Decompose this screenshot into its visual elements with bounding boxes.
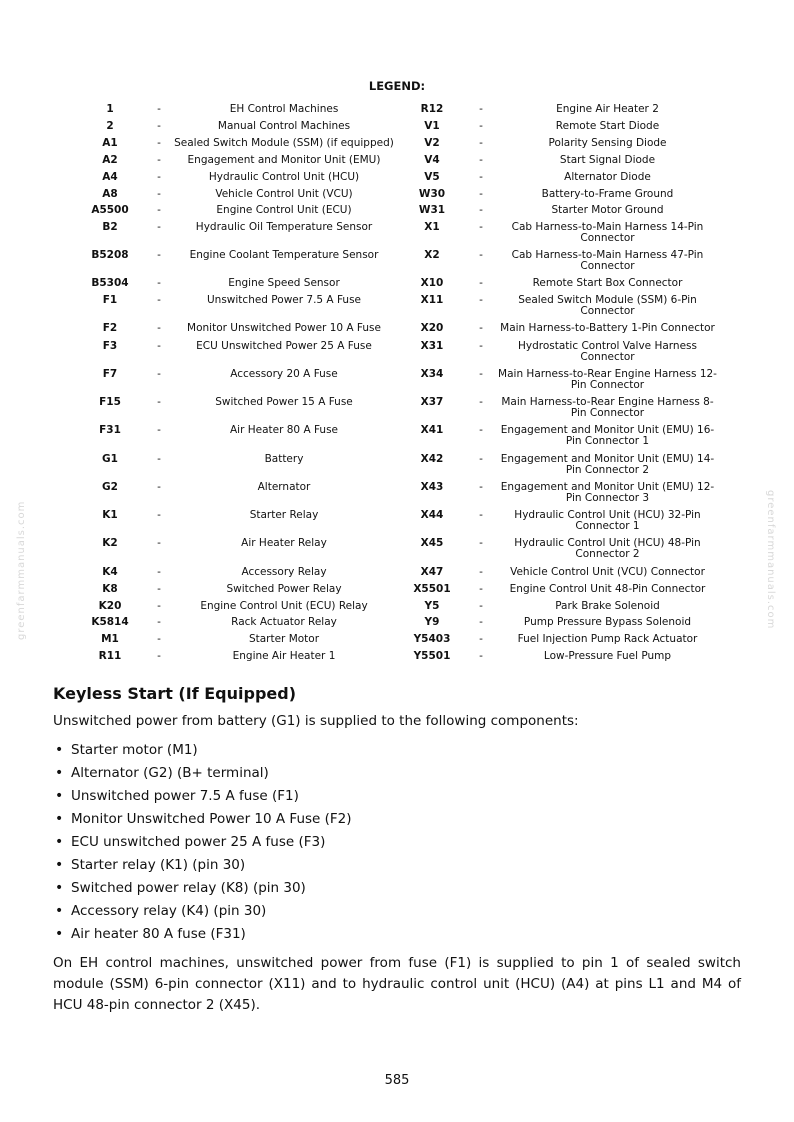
legend-code: X2 (424, 249, 440, 261)
legend-description: Remote Start Diode (555, 120, 660, 132)
legend-description: Engine Coolant Temperature Sensor (189, 249, 379, 261)
legend-code: X20 (420, 322, 444, 334)
section-title: Keyless Start (If Equipped) (53, 684, 297, 703)
legend-description: Accessory Relay (241, 566, 327, 578)
legend-code: V4 (424, 154, 440, 166)
legend-code: A4 (102, 171, 118, 183)
legend-description: Engine Control Unit (ECU) (216, 204, 352, 216)
legend-dash: - (479, 340, 483, 352)
legend-dash: - (157, 188, 161, 200)
list-item: • Alternator (G2) (B+ terminal) (53, 763, 352, 786)
legend-dash: - (479, 616, 483, 628)
legend-code: K20 (98, 600, 122, 612)
legend-dash: - (479, 277, 483, 289)
legend-dash: - (157, 453, 161, 465)
list-item: • Unswitched power 7.5 A fuse (F1) (53, 786, 352, 809)
legend-description: Alternator (257, 481, 311, 493)
legend-code: G2 (102, 481, 118, 493)
legend-description: Sealed Switch Module (SSM) 6-Pin Connector (518, 294, 697, 317)
legend-description: Fuel Injection Pump Rack Actuator (517, 633, 698, 645)
legend-code: 1 (106, 103, 114, 115)
page-number: 585 (384, 1073, 410, 1088)
legend-dash: - (157, 294, 161, 306)
legend-description: Manual Control Machines (217, 120, 351, 132)
legend-dash: - (479, 424, 483, 436)
list-item: • Switched power relay (K8) (pin 30) (53, 878, 352, 901)
legend-dash: - (479, 188, 483, 200)
legend-dash: - (157, 368, 161, 380)
legend-code: A8 (102, 188, 118, 200)
legend-code: K4 (102, 566, 118, 578)
legend-description: Rack Actuator Relay (231, 616, 337, 628)
legend-code: V2 (424, 137, 440, 149)
legend-code: A5500 (91, 204, 129, 216)
legend-description: ECU Unswitched Power 25 A Fuse (196, 340, 372, 352)
legend-title: LEGEND: (368, 79, 426, 93)
legend-code: Y5501 (413, 650, 451, 662)
legend-description: Hydraulic Oil Temperature Sensor (195, 221, 373, 233)
legend-description: Main Harness-to-Rear Engine Harness 12-Pin Connector (498, 368, 717, 391)
legend-code: X45 (420, 537, 444, 549)
legend-description: Engine Air Heater 1 (232, 650, 336, 662)
legend-description: Park Brake Solenoid (555, 600, 660, 612)
legend-code: X31 (420, 340, 444, 352)
legend-code: B2 (102, 221, 118, 233)
legend-code: K1 (102, 509, 118, 521)
legend-description: Hydraulic Control Unit (HCU) (208, 171, 360, 183)
legend-code: W30 (418, 188, 446, 200)
legend-dash: - (157, 249, 161, 261)
legend-code: K2 (102, 537, 118, 549)
legend-description: Engine Control Unit (ECU) Relay (200, 600, 368, 612)
component-list (53, 740, 352, 947)
watermark-right: greenfarmmanuals.com (765, 490, 776, 630)
legend-description: Engagement and Monitor Unit (EMU) 16-Pin Connector 1 (500, 424, 715, 447)
legend-code: V5 (424, 171, 440, 183)
legend-description: Battery (264, 453, 304, 465)
list-item: • Starter motor (M1) (53, 740, 352, 763)
legend-description: Starter Motor Ground (551, 204, 664, 216)
legend-description: Starter Motor (248, 633, 320, 645)
legend-dash: - (479, 396, 483, 408)
legend-dash: - (157, 583, 161, 595)
legend-code: X5501 (413, 583, 451, 595)
legend-code: B5208 (91, 249, 129, 261)
legend-dash: - (157, 154, 161, 166)
legend-dash: - (157, 171, 161, 183)
legend-dash: - (479, 509, 483, 521)
legend-code: G1 (102, 453, 118, 465)
list-item: • Monitor Unswitched Power 10 A Fuse (F2) (53, 809, 352, 832)
legend-description: Engagement and Monitor Unit (EMU) 14-Pin Connector 2 (500, 453, 715, 476)
legend-description: Unswitched Power 7.5 A Fuse (206, 294, 361, 306)
legend-dash: - (479, 204, 483, 216)
legend-code: K5814 (91, 616, 129, 628)
legend-code: B5304 (91, 277, 129, 289)
legend-dash: - (157, 120, 161, 132)
legend-code: X47 (420, 566, 444, 578)
legend-description: Main Harness-to-Battery 1-Pin Connector (500, 322, 715, 334)
legend-code: X44 (420, 509, 444, 521)
legend-code: W31 (418, 204, 446, 216)
legend-code: X42 (420, 453, 444, 465)
legend-code: M1 (101, 633, 119, 645)
legend-code: X41 (420, 424, 444, 436)
legend-description: Engine Control Unit 48-Pin Connector (509, 583, 706, 595)
section-intro: Unswitched power from battery (G1) is supplied to the following components: (53, 713, 579, 729)
legend-description: EH Control Machines (229, 103, 339, 115)
legend-description: Engine Air Heater 2 (556, 103, 659, 115)
legend-code: 2 (106, 120, 114, 132)
legend-code: X37 (420, 396, 444, 408)
legend-description: Accessory 20 A Fuse (230, 368, 338, 380)
watermark-left: greenfarmmanuals.com (16, 500, 27, 640)
legend-code: R12 (420, 103, 444, 115)
legend-code: Y5 (424, 600, 440, 612)
legend-code: R11 (98, 650, 122, 662)
legend-dash: - (479, 600, 483, 612)
legend-dash: - (157, 650, 161, 662)
legend-dash: - (157, 481, 161, 493)
legend-description: Polarity Sensing Diode (548, 137, 667, 149)
legend-code: F7 (102, 368, 118, 380)
legend-dash: - (479, 368, 483, 380)
legend-code: A2 (102, 154, 118, 166)
legend-description: Engine Speed Sensor (228, 277, 340, 289)
section-paragraph: On EH control machines, unswitched power from fuse (F1) is supplied to pin 1 of sealed switch module (SSM) 6-pin connector (X11) and to hydraulic control unit (HCU) (A4) at pins L1 and M4 of HCU 48-pin connector 2 (X45). (53, 955, 741, 1013)
legend-dash: - (479, 633, 483, 645)
legend-dash: - (479, 137, 483, 149)
legend-description: Air Heater Relay (241, 537, 327, 549)
list-item: • ECU unswitched power 25 A fuse (F3) (53, 832, 352, 855)
legend-dash: - (157, 340, 161, 352)
legend-dash: - (157, 633, 161, 645)
legend-dash: - (479, 583, 483, 595)
legend-code: X34 (420, 368, 444, 380)
legend-dash: - (479, 294, 483, 306)
legend-description: Sealed Switch Module (SSM) (if equipped) (174, 137, 394, 149)
legend-description: Low-Pressure Fuel Pump (543, 650, 672, 662)
legend-dash: - (479, 537, 483, 549)
list-item: • Starter relay (K1) (pin 30) (53, 855, 352, 878)
legend-dash: - (479, 453, 483, 465)
legend-code: F2 (102, 322, 118, 334)
legend-dash: - (479, 650, 483, 662)
legend-dash: - (479, 154, 483, 166)
legend-dash: - (157, 424, 161, 436)
legend-description: Engagement and Monitor Unit (EMU) 12-Pin Connector 3 (500, 481, 715, 504)
list-item: • Air heater 80 A fuse (F31) (53, 924, 352, 947)
legend-description: Cab Harness-to-Main Harness 47-Pin Connector (511, 249, 704, 272)
legend-dash: - (479, 103, 483, 115)
list-item: • Accessory relay (K4) (pin 30) (53, 901, 352, 924)
legend-code: V1 (424, 120, 440, 132)
legend-description: Remote Start Box Connector (532, 277, 683, 289)
legend-code: K8 (102, 583, 118, 595)
legend-description: Monitor Unswitched Power 10 A Fuse (187, 322, 381, 334)
legend-description: Pump Pressure Bypass Solenoid (523, 616, 692, 628)
legend-dash: - (157, 600, 161, 612)
legend-description: Air Heater 80 A Fuse (229, 424, 339, 436)
legend-code: X10 (420, 277, 444, 289)
legend-description: Vehicle Control Unit (VCU) Connector (510, 566, 705, 578)
legend-code: Y9 (424, 616, 440, 628)
legend-dash: - (157, 566, 161, 578)
legend-dash: - (479, 221, 483, 233)
legend-dash: - (157, 537, 161, 549)
legend-code: F3 (102, 340, 118, 352)
legend-code: F31 (99, 424, 121, 436)
legend-description: Battery-to-Frame Ground (541, 188, 674, 200)
legend-code: A1 (102, 137, 118, 149)
legend-description: Engagement and Monitor Unit (EMU) (187, 154, 381, 166)
legend-description: Switched Power 15 A Fuse (215, 396, 353, 408)
legend-dash: - (479, 481, 483, 493)
legend-dash: - (479, 120, 483, 132)
legend-code: Y5403 (413, 633, 451, 645)
legend-code: F15 (99, 396, 121, 408)
legend-dash: - (157, 103, 161, 115)
legend-dash: - (157, 322, 161, 334)
legend-description: Hydrostatic Control Valve Harness Connector (518, 340, 697, 363)
legend-dash: - (479, 171, 483, 183)
legend-code: X43 (420, 481, 444, 493)
legend-description: Vehicle Control Unit (VCU) (215, 188, 353, 200)
legend-code: F1 (102, 294, 118, 306)
legend-description: Hydraulic Control Unit (HCU) 32-Pin Connector 1 (514, 509, 701, 532)
legend-dash: - (479, 249, 483, 261)
legend-description: Start Signal Diode (559, 154, 656, 166)
legend-dash: - (157, 204, 161, 216)
legend-description: Switched Power Relay (226, 583, 342, 595)
legend-dash: - (157, 509, 161, 521)
legend-code: X11 (420, 294, 444, 306)
legend-dash: - (157, 137, 161, 149)
legend-dash: - (157, 221, 161, 233)
legend-description: Starter Relay (249, 509, 319, 521)
legend-dash: - (157, 396, 161, 408)
legend-dash: - (157, 616, 161, 628)
legend-dash: - (479, 566, 483, 578)
legend-code: X1 (424, 221, 440, 233)
legend-description: Cab Harness-to-Main Harness 14-Pin Connector (511, 221, 704, 244)
legend-description: Alternator Diode (564, 171, 651, 183)
legend-description: Main Harness-to-Rear Engine Harness 8-Pin Connector (501, 396, 714, 419)
legend-dash: - (157, 277, 161, 289)
legend-dash: - (479, 322, 483, 334)
legend-description: Hydraulic Control Unit (HCU) 48-Pin Connector 2 (514, 537, 701, 560)
